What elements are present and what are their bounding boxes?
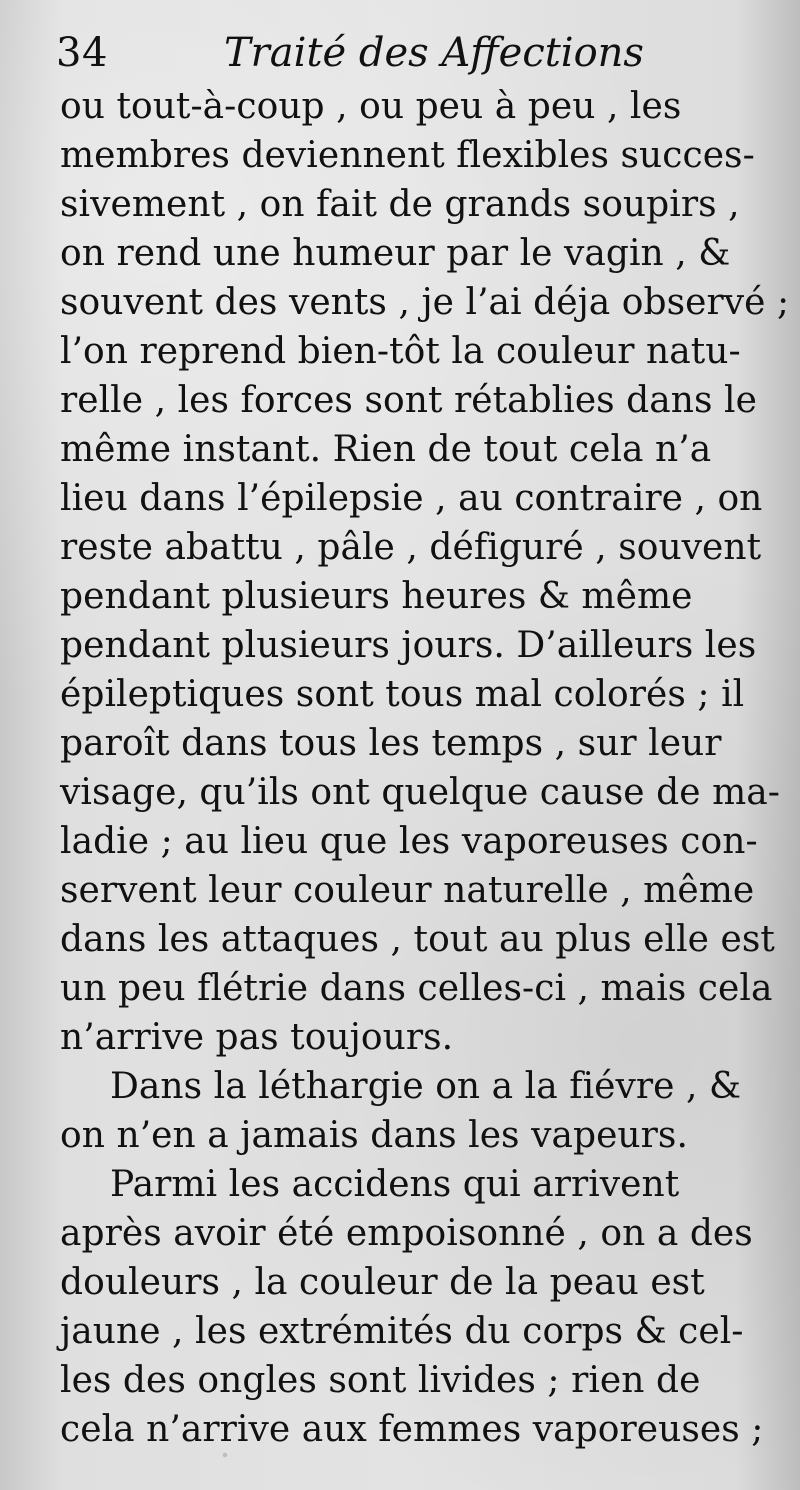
text-line-10: reste abattu , pâle , défiguré , souvent xyxy=(60,527,762,568)
text-line-12: pendant plusieurs jours. D’ailleurs les xyxy=(60,625,757,666)
text-line-17: servent leur couleur naturelle , même xyxy=(60,870,755,911)
text-line-15: visage, qu’ils ont quelque cause de ma- xyxy=(60,772,780,813)
text-line-4: on rend une humeur par le vagin , & xyxy=(60,233,731,274)
text-line-6: l’on reprend bien-tôt la couleur natu- xyxy=(60,331,741,372)
text-line-7: relle , les forces sont rétablies dans le xyxy=(60,380,757,421)
text-line-20: n’arrive pas toujours. xyxy=(60,1017,454,1058)
text-line-26: jaune , les extrémités du corps & cel- xyxy=(60,1311,744,1352)
running-title: Traité des Affections xyxy=(224,30,644,76)
text-line-16: ladie ; au lieu que les vaporeuses con- xyxy=(60,821,758,862)
text-line-3: sivement , on fait de grands soupirs , xyxy=(60,184,740,225)
text-line-14: paroît dans tous les temps , sur leur xyxy=(60,723,722,764)
body-text xyxy=(60,82,790,1454)
text-line-28: cela n’arrive aux femmes vaporeuses ; xyxy=(60,1409,764,1450)
text-line-1: ou tout-à-coup , ou peu à peu , les xyxy=(60,86,682,127)
page-smudge-mark xyxy=(210,1440,240,1470)
text-line-13: épileptiques sont tous mal colorés ; il xyxy=(60,674,745,715)
text-line-18: dans les attaques , tout au plus elle est xyxy=(60,919,775,960)
text-line-2: membres deviennent flexibles succes- xyxy=(60,135,755,176)
page-header xyxy=(56,18,740,88)
text-line-25: douleurs , la couleur de la peau est xyxy=(60,1262,705,1303)
text-line-23: Parmi les accidens qui arrivent xyxy=(110,1164,680,1205)
text-line-22: on n’en a jamais dans les vapeurs. xyxy=(60,1115,688,1156)
text-line-27: les des ongles sont livides ; rien de xyxy=(60,1360,701,1401)
text-line-9: lieu dans l’épilepsie , au contraire , on xyxy=(60,478,763,519)
text-line-11: pendant plusieurs heures & même xyxy=(60,576,693,617)
text-line-19: un peu flétrie dans celles-ci , mais cela xyxy=(60,968,773,1009)
page-number: 34 xyxy=(56,30,108,76)
text-line-24: après avoir été empoisonné , on a des xyxy=(60,1213,753,1254)
text-line-8: même instant. Rien de tout cela n’a xyxy=(60,429,712,470)
text-line-21: Dans la léthargie on a la fiévre , & xyxy=(110,1066,742,1107)
text-line-5: souvent des vents , je l’ai déja observé ; xyxy=(60,282,790,323)
